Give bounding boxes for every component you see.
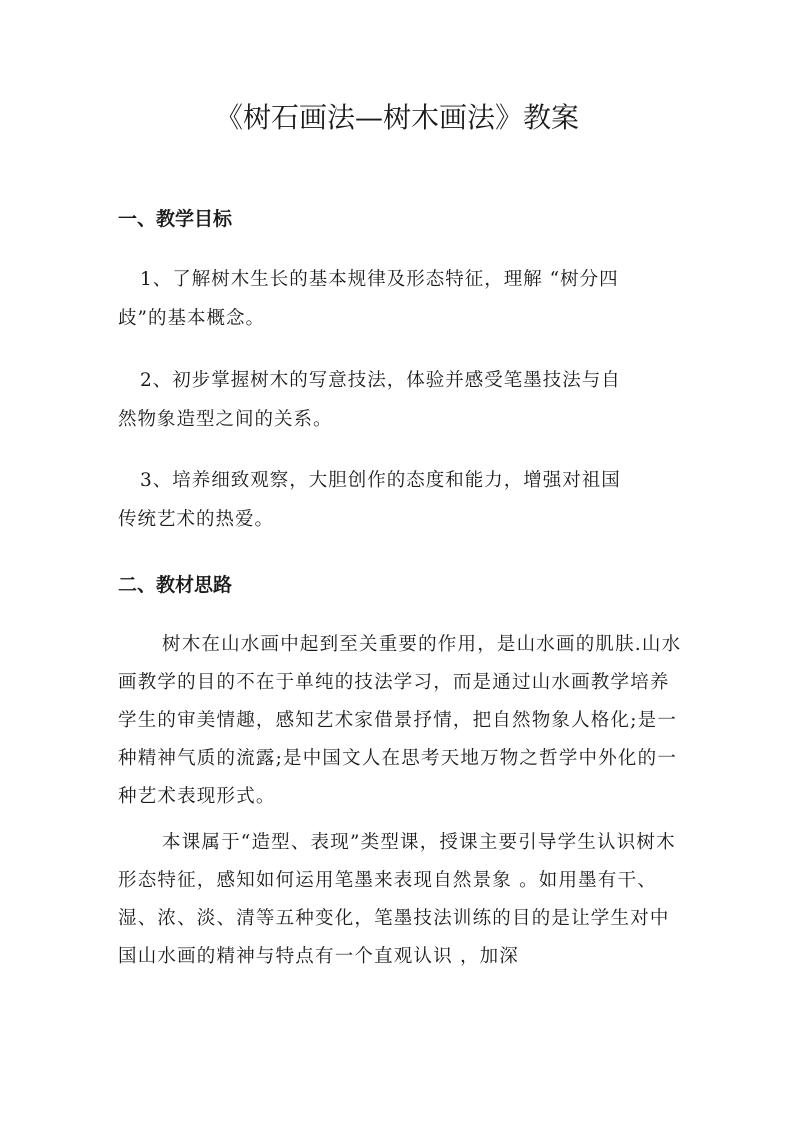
objective-item-3 — [118, 461, 683, 539]
approach-paragraph-1: 树木在山水画中起到至关重要的作用，是山水画的肌肤.山水画教学的目的不在于单纯的技法学习，而是通过山水画教学培养学生的审美情趣，感知艺术家借景抒情，把自然物象人格化;是一种精神气质的流露;是中国文人在思考天地万物之哲学中外化的一种艺术表现形式。 — [118, 634, 682, 807]
objective-item-2 — [118, 361, 683, 439]
approach-paragraph-2: 本课属于“造型、表现”类型课，授课主要引导学生认识树木形态特征，感知如何运用笔墨来表现自然景象 。如用墨有干、湿、浓、淡、清等五种变化，笔墨技法训练的目的是让学生对中国山水画的精神与特点有一个直观认识 ，加深 — [118, 832, 676, 967]
objective-item-2-line2: 然物象造型之间的关系。 — [118, 409, 333, 430]
section-heading-textbook-approach: 二、教材思路 — [118, 574, 233, 596]
objective-item-1-line1: 1、了解树木生长的基本规律及形态特征，理解 “树分四 — [140, 269, 619, 290]
objective-item-2-line1: 2、初步掌握树木的写意技法，体验并感受笔墨技法与自 — [140, 370, 621, 391]
objective-item-3-line2: 传统艺术的热爱。 — [118, 509, 275, 530]
objective-item-1 — [118, 260, 683, 338]
objective-item-1-line2: 歧”的基本概念。 — [118, 308, 265, 329]
document-title: 《树石画法—树木画法》教案 — [214, 101, 579, 134]
section-heading-objectives: 一、教学目标 — [118, 208, 233, 230]
objective-item-3-line1: 3、培养细致观察，大胆创作的态度和能力，增强对祖国 — [140, 470, 621, 491]
